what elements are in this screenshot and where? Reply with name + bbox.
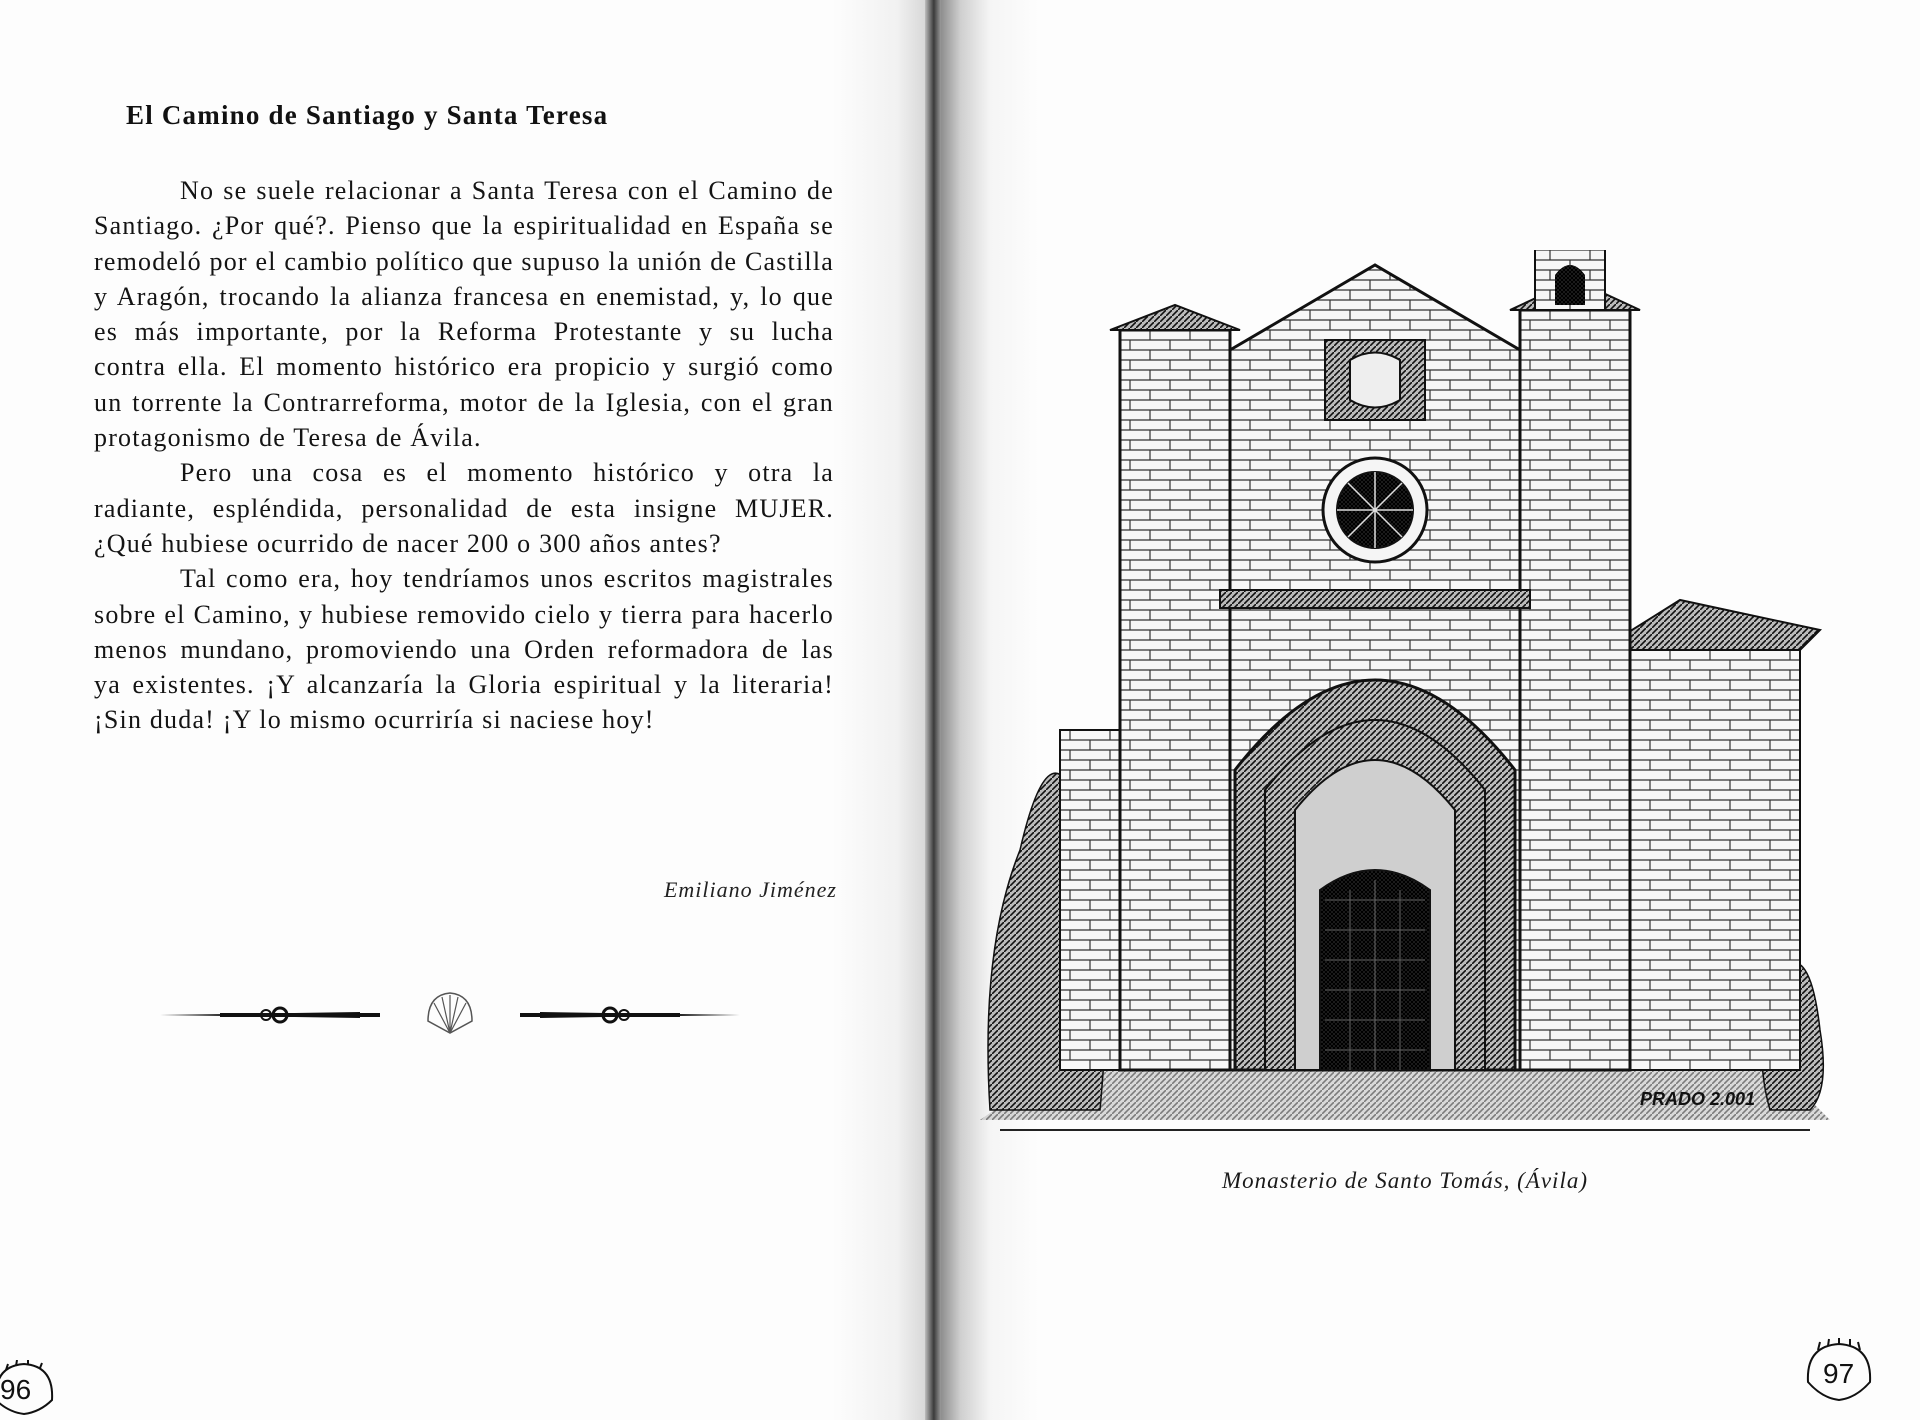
book-gutter [925,0,941,1420]
author-signature: Emiliano Jiménez [663,877,837,902]
paragraph-3: Tal como era, hoy tendríamos unos escritos magistrales sobre el Camino, y hubiese removido cielo y tierra para hacerlo menos mundano, promoviendo una Orden reformadora de las ya existentes. ¡Y alcanzaría la Gloria espiritual y la literaria! ¡Sin duda! ¡Y lo mismo ocurriría si naciese hoy! [94,564,834,735]
left-page [0,0,925,1420]
page-number-right-label: 97 [1823,1358,1855,1389]
page-number-right [1804,1338,1874,1409]
illustration-caption: Monasterio de Santo Tomás, (Ávila) [1222,1168,1588,1193]
scallop-shell-icon [428,993,472,1033]
artist-signature: PRADO 2.001 [1640,1089,1756,1109]
paragraph-1: No se suele relacionar a Santa Teresa con el Camino de Santiago. ¿Por qué?. Pienso que la espiritualidad en España se remodeló por el cambio político que supuso la unión de Castilla y Aragón, trocando la alianza francesa en enemistad, y, lo que es más importante, por la Reforma Protestante y su lucha contra ella. El momento histórico era propicio y surgió como un torrente la Contrarreforma, motor de la Iglesia, con el gran protagonismo de Teresa de Ávila. [94,176,834,453]
page-number-left-label: 96 [0,1374,32,1405]
article-title: El Camino de Santiago y Santa Teresa [126,100,609,130]
paragraph-2: Pero una cosa es el momento histórico y otra la radiante, espléndida, personalidad de esta insigne MUJER. ¿Qué hubiese ocurrido de nacer 200 o 300 años antes? [94,458,834,558]
article-body [94,173,834,738]
scallop-divider-ornament [160,990,740,1040]
page-number-left [0,1360,60,1420]
right-page [941,0,1920,1420]
monastery-drawing [980,250,1830,1150]
